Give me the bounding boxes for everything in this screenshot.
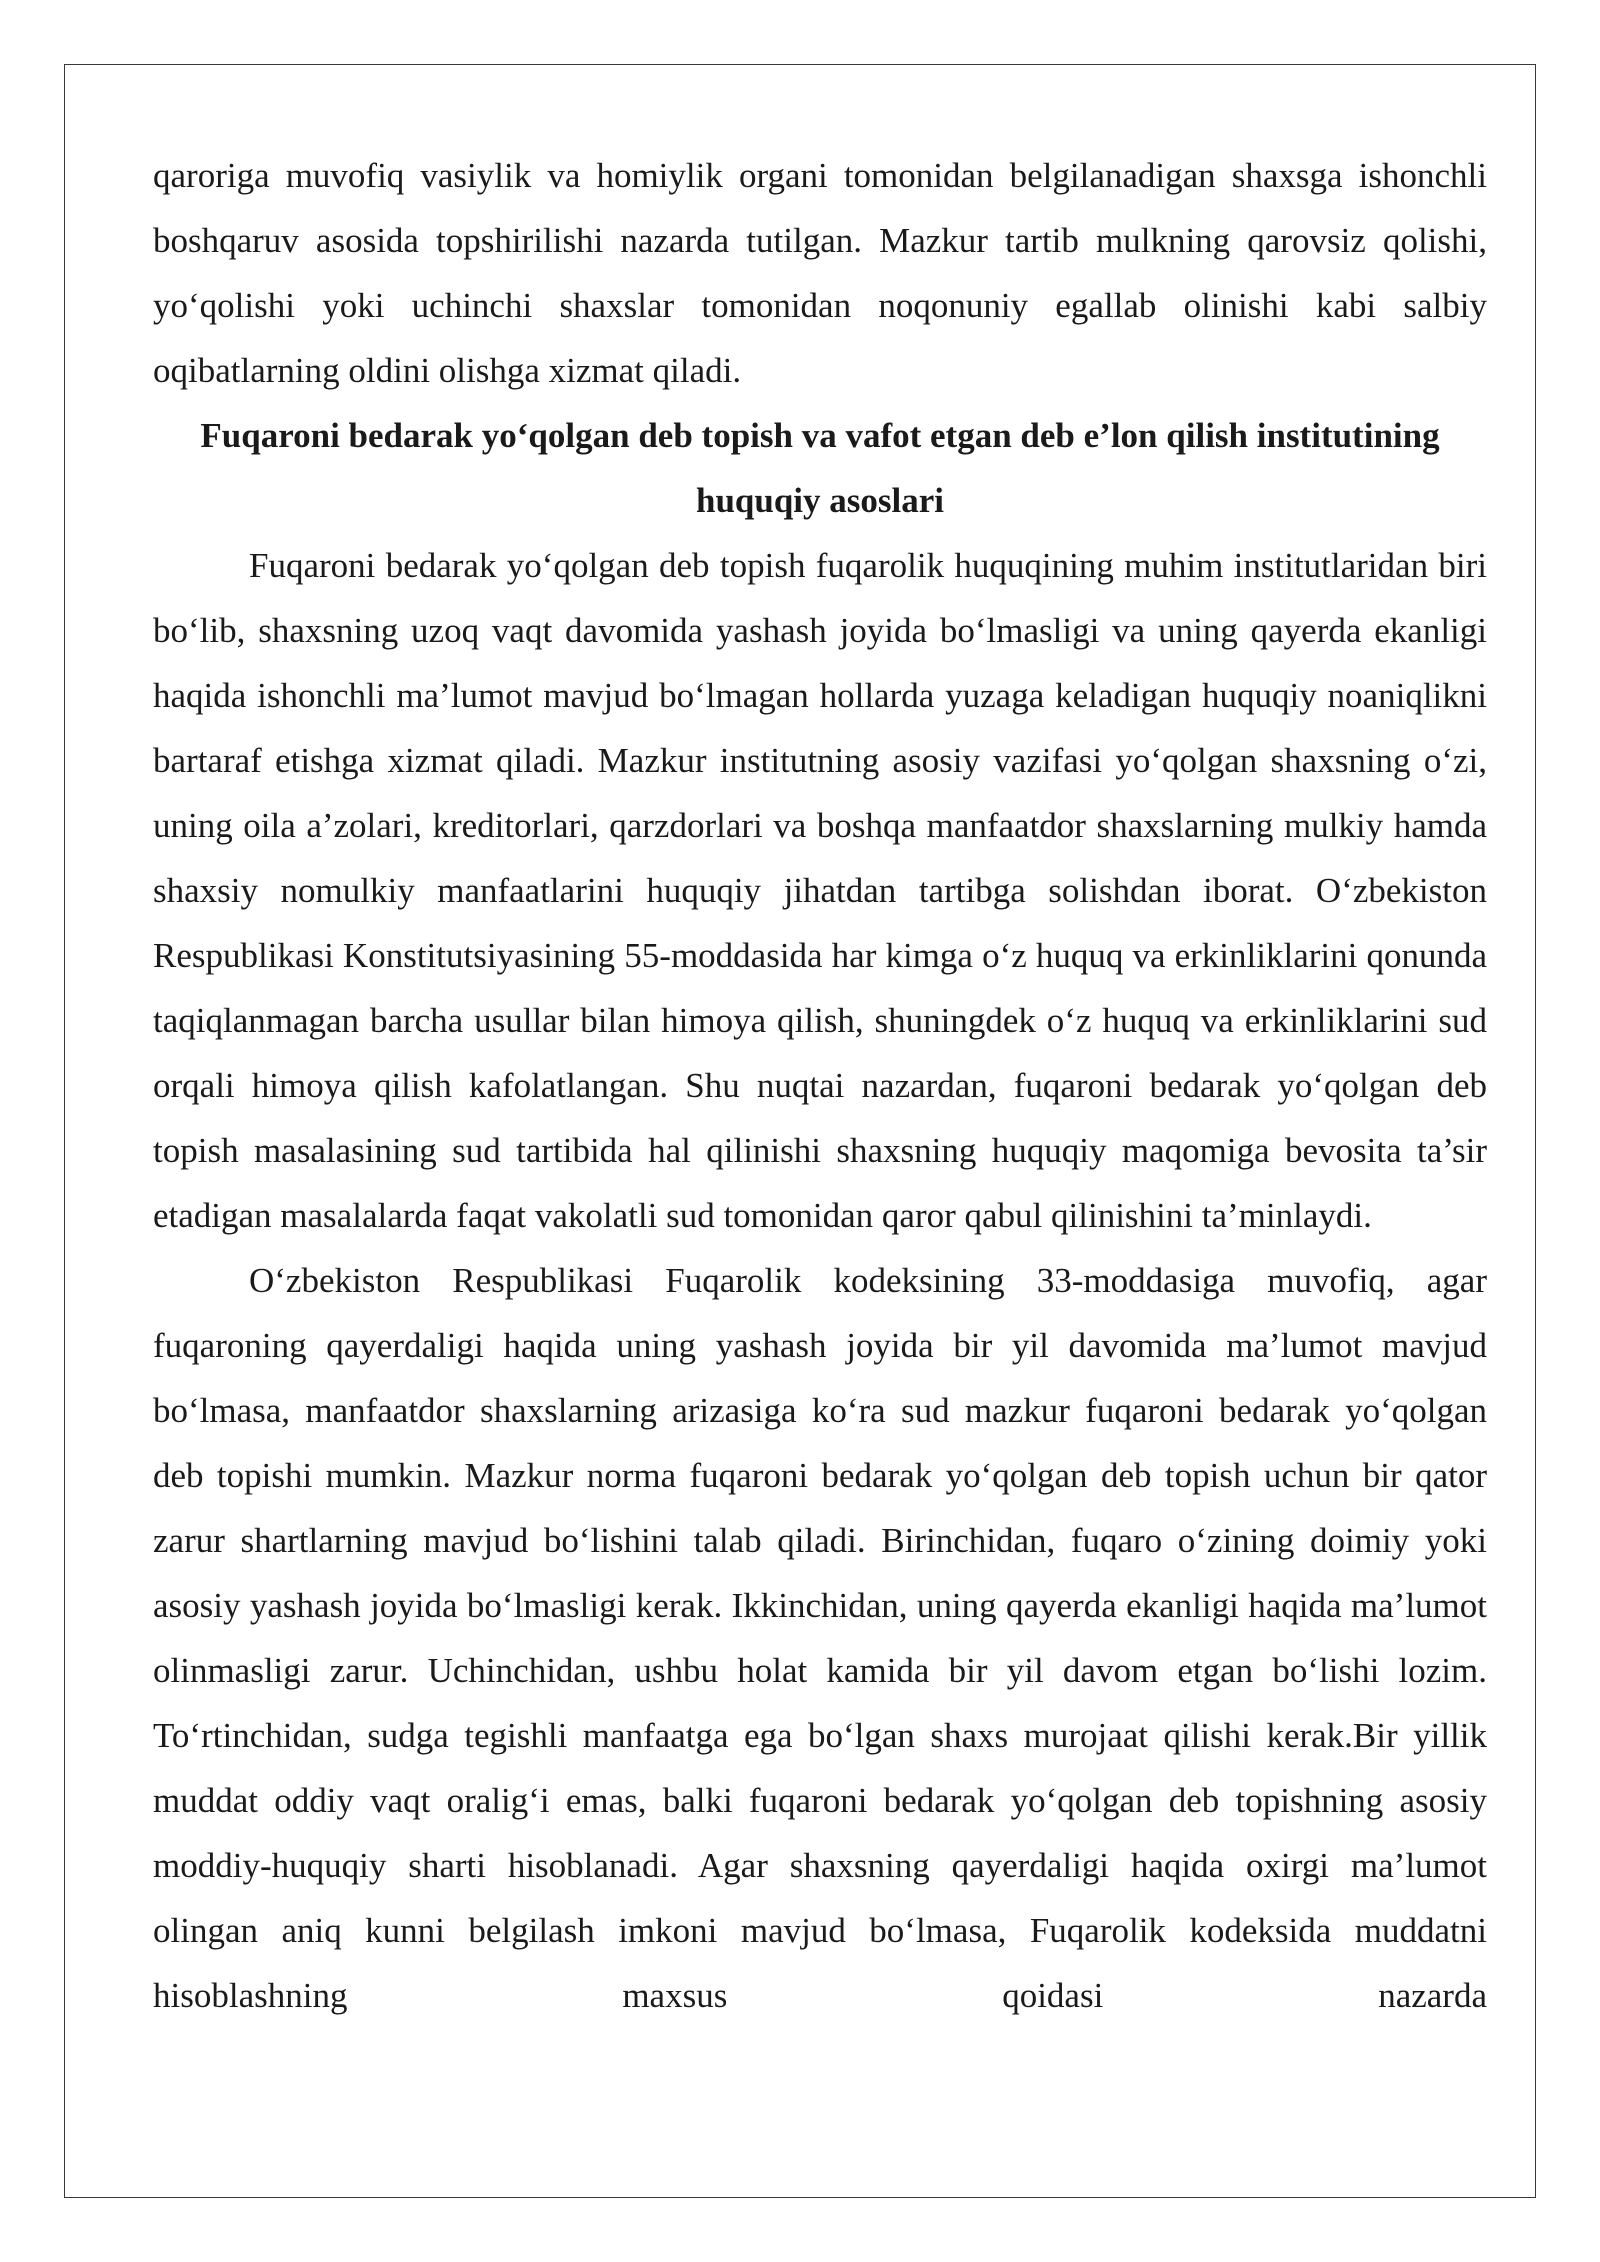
section-heading: Fuqaroni bedarak yo‘qolgan deb topish va vafot etgan deb e’lon qilish institutining huquqiy asoslari xyxy=(200,416,1440,520)
document-body xyxy=(153,143,1487,2028)
paragraph-bedarak-institution: Fuqaroni bedarak yo‘qolgan deb topish fuqarolik huquqining muhim institutlaridan biri bo‘lib, shaxsning uzoq vaqt davomida yashash joyida bo‘lmasligi va uning qayerda ekanligi haqida ishonchli ma’lumot mavjud bo‘lmagan hollarda yuzaga keladigan huquqiy noaniqlikni bartaraf etishga xizmat qiladi. Mazkur institutning asosiy vazifasi yo‘qolgan shaxsning o‘zi, uning oila a’zolari, kreditorlari, qarzdorlari va boshqa manfaatdor shaxslarning mulkiy hamda shaxsiy nomulkiy manfaatlarini huquqiy jihatdan tartibga solishdan iborat. O‘zbekiston Respublikasi Konstitutsiyasining 55-moddasida har kimga o‘z huquq va erkinliklarini qonunda taqiqlanmagan barcha usullar bilan himoya qilish, shuningdek o‘z huquq va erkinliklarini sud orqali himoya qilish kafolatlangan. Shu nuqtai nazardan, fuqaroni bedarak yo‘qolgan deb topish masalasining sud tartibida hal qilinishi shaxsning huquqiy maqomiga bevosita ta’sir etadigan masalalarda faqat vakolatli sud tomonidan qaror qabul qilinishini ta’minlaydi. xyxy=(153,546,1487,1235)
paragraph-civil-code-article-33: O‘zbekiston Respublikasi Fuqarolik kodeksining 33-moddasiga muvofiq, agar fuqaroning qayerdaligi haqida uning yashash joyida bir yil davomida ma’lumot mavjud bo‘lmasa, manfaatdor shaxslarning arizasiga ko‘ra sud mazkur fuqaroni bedarak yo‘qolgan deb topishi mumkin. Mazkur norma fuqaroni bedarak yo‘qolgan deb topish uchun bir qator zarur shartlarning mavjud bo‘lishini talab qiladi. Birinchidan, fuqaro o‘zining doimiy yoki asosiy yashash joyida bo‘lmasligi kerak. Ikkinchidan, uning qayerda ekanligi haqida ma’lumot olinmasligi zarur. Uchinchidan, ushbu holat kamida bir yil davom etgan bo‘lishi lozim. To‘rtinchidan, sudga tegishli manfaatga ega bo‘lgan shaxs murojaat qilishi kerak.Bir yillik muddat oddiy vaqt oralig‘i emas, balki fuqaroni bedarak yo‘qolgan deb topishning asosiy moddiy-huquqiy sharti hisoblanadi. Agar shaxsning qayerdaligi haqida oxirgi ma’lumot olingan aniq kunni belgilash imkoni mavjud bo‘lmasa, Fuqarolik kodeksida muddatni hisoblashning maxsus qoidasi nazarda xyxy=(153,1261,1487,2015)
paragraph-continuation: qaroriga muvofiq vasiylik va homiylik organi tomonidan belgilanadigan shaxsga ishonchli boshqaruv asosida topshirilishi nazarda tutilgan. Mazkur tartib mulkning qarovsiz qolishi, yo‘qolishi yoki uchinchi shaxslar tomonidan noqonuniy egallab olinishi kabi salbiy oqibatlarning oldini olishga xizmat qiladi. xyxy=(153,156,1487,390)
